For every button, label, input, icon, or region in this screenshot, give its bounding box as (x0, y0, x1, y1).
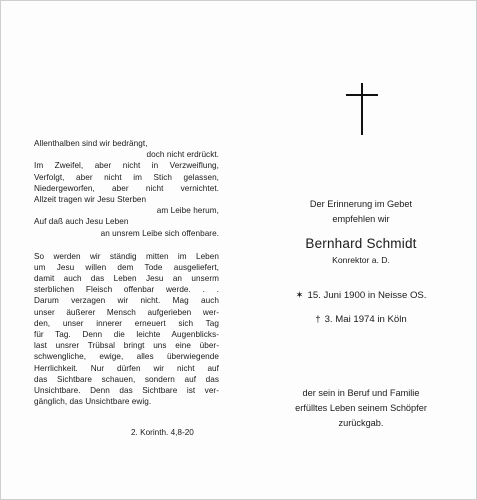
verse-line: damit auch das Leben Jesu an unserm (34, 274, 219, 284)
verse-line: schwengliche, ewige, alles überwiegende (34, 352, 219, 362)
closing-line-2: erfülltes Leben seinem Schöpfer (295, 403, 427, 413)
verse-line: unser äußerer Mensch aufgerieben wer- (34, 307, 219, 317)
death-text: 3. Mai 1974 in Köln (324, 314, 407, 325)
verse-line: um Jesu willen dem Tode ausgeliefert, (34, 262, 219, 272)
birth-text: 15. Juni 1900 in Neisse OS. (307, 290, 427, 301)
verse-line: Darum verzagen wir nicht. Mag auch (34, 296, 219, 306)
deceased-title: Konrektor a. D. (332, 255, 390, 265)
verse-line: gänglich, das Unsichtbare ewig. (34, 397, 152, 407)
intro-line-2: empfehlen wir (332, 214, 390, 224)
verse-line: Herrlichkeit. Nur dürfen wir nicht auf (34, 363, 219, 373)
verse-citation: 2. Korinth. 4,8-20 (131, 428, 194, 437)
verse-line: Im Zweifel, aber nicht in Verzweiflung, (34, 161, 219, 171)
deceased-name: Bernhard Schmidt (305, 236, 417, 251)
verse-line: Auf daß auch Jesu Leben (34, 217, 129, 227)
intro-line-1: Der Erinnerung im Gebet (309, 199, 413, 209)
verse-line: das Sichtbare schauen, sondern auf das (34, 374, 219, 384)
death-dagger-icon: † (315, 314, 321, 325)
cross-icon (346, 83, 378, 135)
verse-line: Unsichtbare. Denn das Sichtbare ist ver- (34, 385, 219, 395)
verse-line: an unsrem Leibe sich offenbare. (100, 228, 219, 238)
birth-date (261, 290, 461, 301)
verse-line: Allzeit tragen wir Jesu Sterben (34, 194, 147, 204)
verse-line: den, unser innerer erneuert sich Tag (34, 318, 219, 328)
verse-line: last unsrer Trübsal bringt uns eine über- (34, 341, 219, 351)
verse-line: doch nicht erdrückt. (146, 150, 219, 160)
verse-line: sterblichen Fleisch offenbar werde. . . (34, 285, 219, 295)
closing-line-1: der sein in Beruf und Familie (302, 388, 420, 398)
verse-line: Allenthalben sind wir bedrängt, (34, 139, 148, 148)
verse-line: Verfolgt, aber nicht im Stich gelassen, (34, 172, 219, 182)
verse-line: Niedergeworfen, aber nicht vernichtet. (34, 183, 219, 193)
verse-line: am Leibe herum, (156, 206, 219, 216)
death-date (261, 314, 461, 325)
verse-line: für Tag. Denn die leichte Augenblicks- (34, 330, 219, 339)
birth-star-icon: ✶ (295, 290, 304, 301)
verse-line: So werden wir ständig mitten im Leben (34, 251, 219, 261)
bible-verse (34, 138, 219, 407)
closing-line-3: zurückgab. (338, 418, 384, 428)
